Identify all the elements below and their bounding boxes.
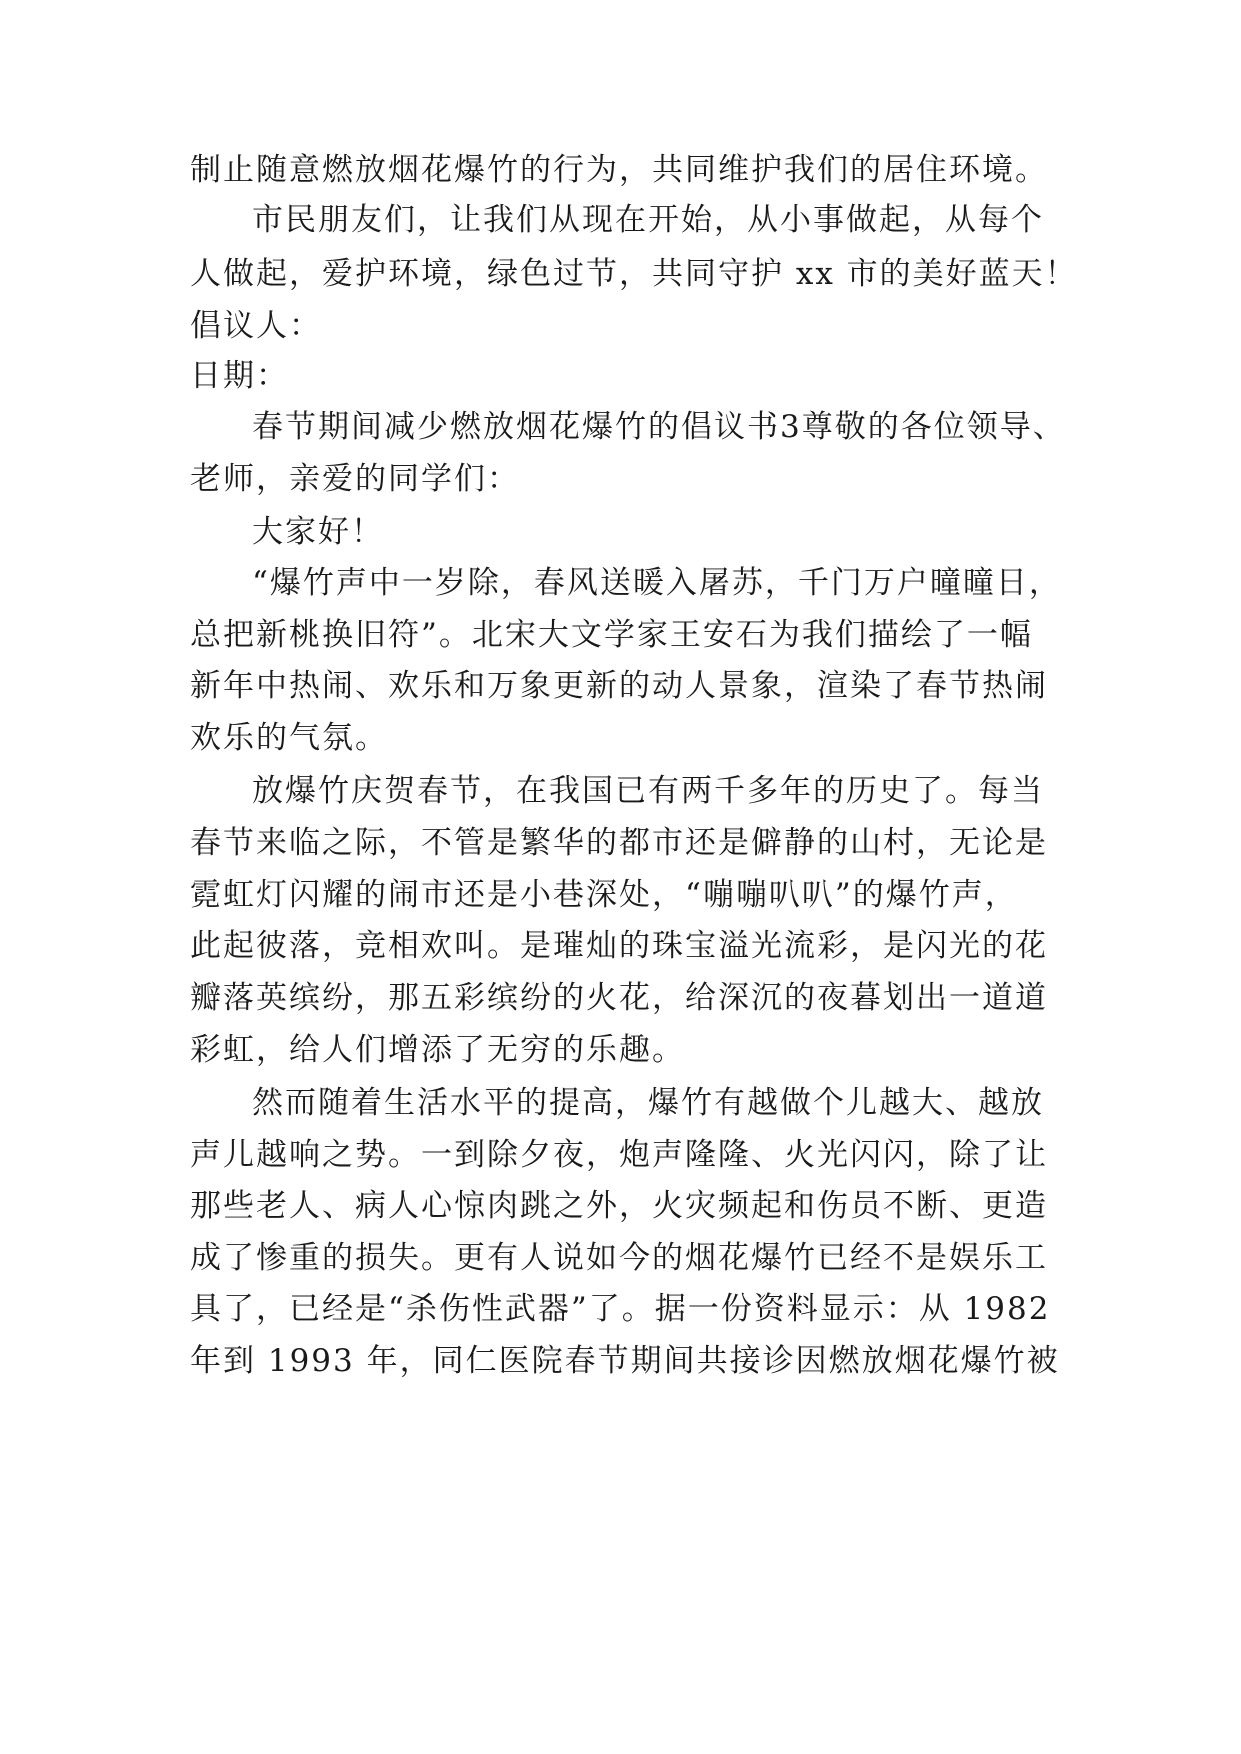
- signatory-label: 倡议人：: [190, 308, 322, 344]
- text-line: 制止随意燃放烟花爆竹的行为，共同维护我们的居住环境。: [190, 152, 1048, 188]
- text-line: 此起彼落，竞相欢叫。是璀灿的珠宝溢光流彩，是闪光的花: [190, 928, 1048, 964]
- text-line: 欢乐的气氛。: [190, 720, 388, 756]
- text-line: 成了惨重的损失。更有人说如今的烟花爆竹已经不是娱乐工: [190, 1240, 1048, 1276]
- greeting: 大家好！: [252, 514, 384, 550]
- text-line: 瓣落英缤纷，那五彩缤纷的火花，给深沉的夜暮划出一道道: [190, 980, 1048, 1016]
- text-line: 年到 1993 年，同仁医院春节期间共接诊因燃放烟花爆竹被: [190, 1343, 1060, 1379]
- text-line: 具了，已经是“杀伤性武器”了。据一份资料显示：从 1982: [190, 1291, 1051, 1327]
- text-line: 总把新桃换旧符”。北宋大文学家王安石为我们描绘了一幅: [190, 617, 1033, 653]
- text-line: 老师，亲爱的同学们：: [190, 461, 520, 497]
- text-line: 春节期间减少燃放烟花爆竹的倡议书3尊敬的各位领导、: [252, 409, 1066, 445]
- text-line: 放爆竹庆贺春节，在我国已有两千多年的历史了。每当: [252, 773, 1044, 809]
- text-line: 市民朋友们，让我们从现在开始，从小事做起，从每个: [252, 202, 1044, 238]
- text-line: 霓虹灯闪耀的闹市还是小巷深处，“嘣嘣叭叭”的爆竹声，: [190, 877, 1018, 913]
- text-line: 声儿越响之势。一到除夕夜，炮声隆隆、火光闪闪，除了让: [190, 1137, 1048, 1173]
- text-line: 人做起，爱护环境，绿色过节，共同守护 xx 市的美好蓝天！: [190, 256, 1078, 292]
- text-line: 那些老人、病人心惊肉跳之外，火灾频起和伤员不断、更造: [190, 1188, 1048, 1224]
- text-line: 新年中热闹、欢乐和万象更新的动人景象，渲染了春节热闹: [190, 668, 1048, 704]
- date-label: 日期：: [190, 358, 289, 394]
- text-line: 彩虹，给人们增添了无穷的乐趣。: [190, 1032, 685, 1068]
- text-line: “爆竹声中一岁除，春风送暖入屠苏，千门万户曈曈日，: [252, 565, 1062, 601]
- text-line: 春节来临之际，不管是繁华的都市还是僻静的山村，无论是: [190, 825, 1048, 861]
- text-line: 然而随着生活水平的提高，爆竹有越做个儿越大、越放: [252, 1085, 1044, 1121]
